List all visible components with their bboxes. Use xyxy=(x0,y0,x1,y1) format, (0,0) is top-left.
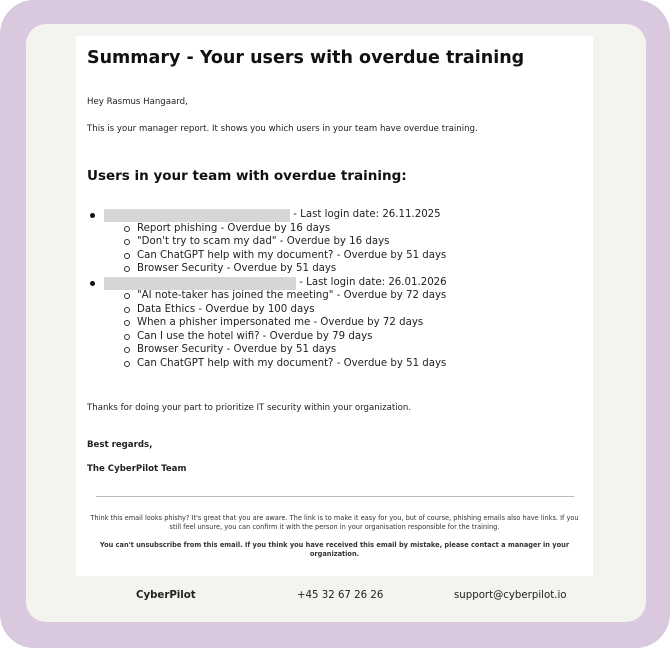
course-label: "AI note-taker has joined the meeting" - Overdue by 72 days xyxy=(137,290,447,301)
course-label: Can ChatGPT help with my document? - Overdue by 51 days xyxy=(137,249,447,261)
closing-text: Thanks for doing your part to prioritize IT security within your organization. xyxy=(87,403,412,413)
bullet-icon xyxy=(90,281,95,286)
last-login: - Last login date: 26.11.2025 xyxy=(293,209,441,220)
greeting: Hey Rasmus Hangaard, xyxy=(87,97,188,107)
redacted-user-name xyxy=(104,277,296,290)
regards: Best regards, xyxy=(87,440,153,450)
email-card xyxy=(76,36,593,576)
course-item xyxy=(137,289,447,303)
course-item xyxy=(137,303,447,317)
circle-bullet-icon xyxy=(124,226,130,232)
circle-bullet-icon xyxy=(124,239,130,245)
course-item xyxy=(137,235,447,249)
footer-company: CyberPilot xyxy=(136,590,196,601)
unsubscribe-notice: You can't unsubscribe from this email. If you think you have received this email by mistake, please contact a manager in your organization. xyxy=(99,541,570,558)
course-item xyxy=(137,316,447,330)
email-footer xyxy=(26,590,646,608)
circle-bullet-icon xyxy=(124,307,130,313)
course-item xyxy=(137,357,447,371)
course-label: When a phisher impersonated me - Overdue by 72 days xyxy=(137,317,424,328)
user-line xyxy=(104,276,447,290)
course-item xyxy=(137,222,447,236)
email-title: Summary - Your users with overdue training xyxy=(87,48,525,68)
circle-bullet-icon xyxy=(124,293,130,299)
circle-bullet-icon xyxy=(124,361,130,367)
user-item xyxy=(104,208,447,276)
course-item xyxy=(137,330,447,344)
course-label: Browser Security - Overdue by 51 days xyxy=(137,344,337,355)
footer-email-link[interactable]: support@cyberpilot.io xyxy=(454,590,567,601)
user-item xyxy=(104,276,447,371)
circle-bullet-icon xyxy=(124,266,130,272)
course-list xyxy=(104,289,447,370)
user-line xyxy=(104,208,447,222)
circle-bullet-icon xyxy=(124,320,130,326)
course-list xyxy=(104,222,447,276)
course-item xyxy=(137,262,447,276)
intro-text: This is your manager report. It shows you which users in your team have overdue training. xyxy=(87,124,478,134)
signature: The CyberPilot Team xyxy=(87,464,187,474)
user-list xyxy=(104,208,447,370)
course-item xyxy=(137,249,447,263)
redacted-user-name xyxy=(104,209,290,222)
course-label: Browser Security - Overdue by 51 days xyxy=(137,263,337,274)
circle-bullet-icon xyxy=(124,253,130,259)
course-label: "Don't try to scam my dad" - Overdue by 16 days xyxy=(137,236,390,247)
phishing-disclaimer: Think this email looks phishy? It's great that you are aware. The link is to make it easy for you, but of course, phishing emails also have links. If you still feel unsure, you can confirm it with the person in your organisation responsible for the training. xyxy=(90,514,579,531)
course-item xyxy=(137,343,447,357)
course-label: Report phishing - Overdue by 16 days xyxy=(137,222,331,234)
section-heading: Users in your team with overdue training: xyxy=(87,168,407,184)
course-label: Data Ethics - Overdue by 100 days xyxy=(137,303,315,315)
footer-phone[interactable]: +45 32 67 26 26 xyxy=(297,590,384,601)
course-label: Can ChatGPT help with my document? - Overdue by 51 days xyxy=(137,357,447,369)
bullet-icon xyxy=(90,213,95,218)
last-login: - Last login date: 26.01.2026 xyxy=(299,276,447,288)
course-label: Can I use the hotel wifi? - Overdue by 79 days xyxy=(137,330,373,342)
divider xyxy=(96,496,574,497)
email-background xyxy=(26,24,646,622)
circle-bullet-icon xyxy=(124,334,130,340)
circle-bullet-icon xyxy=(124,347,130,353)
